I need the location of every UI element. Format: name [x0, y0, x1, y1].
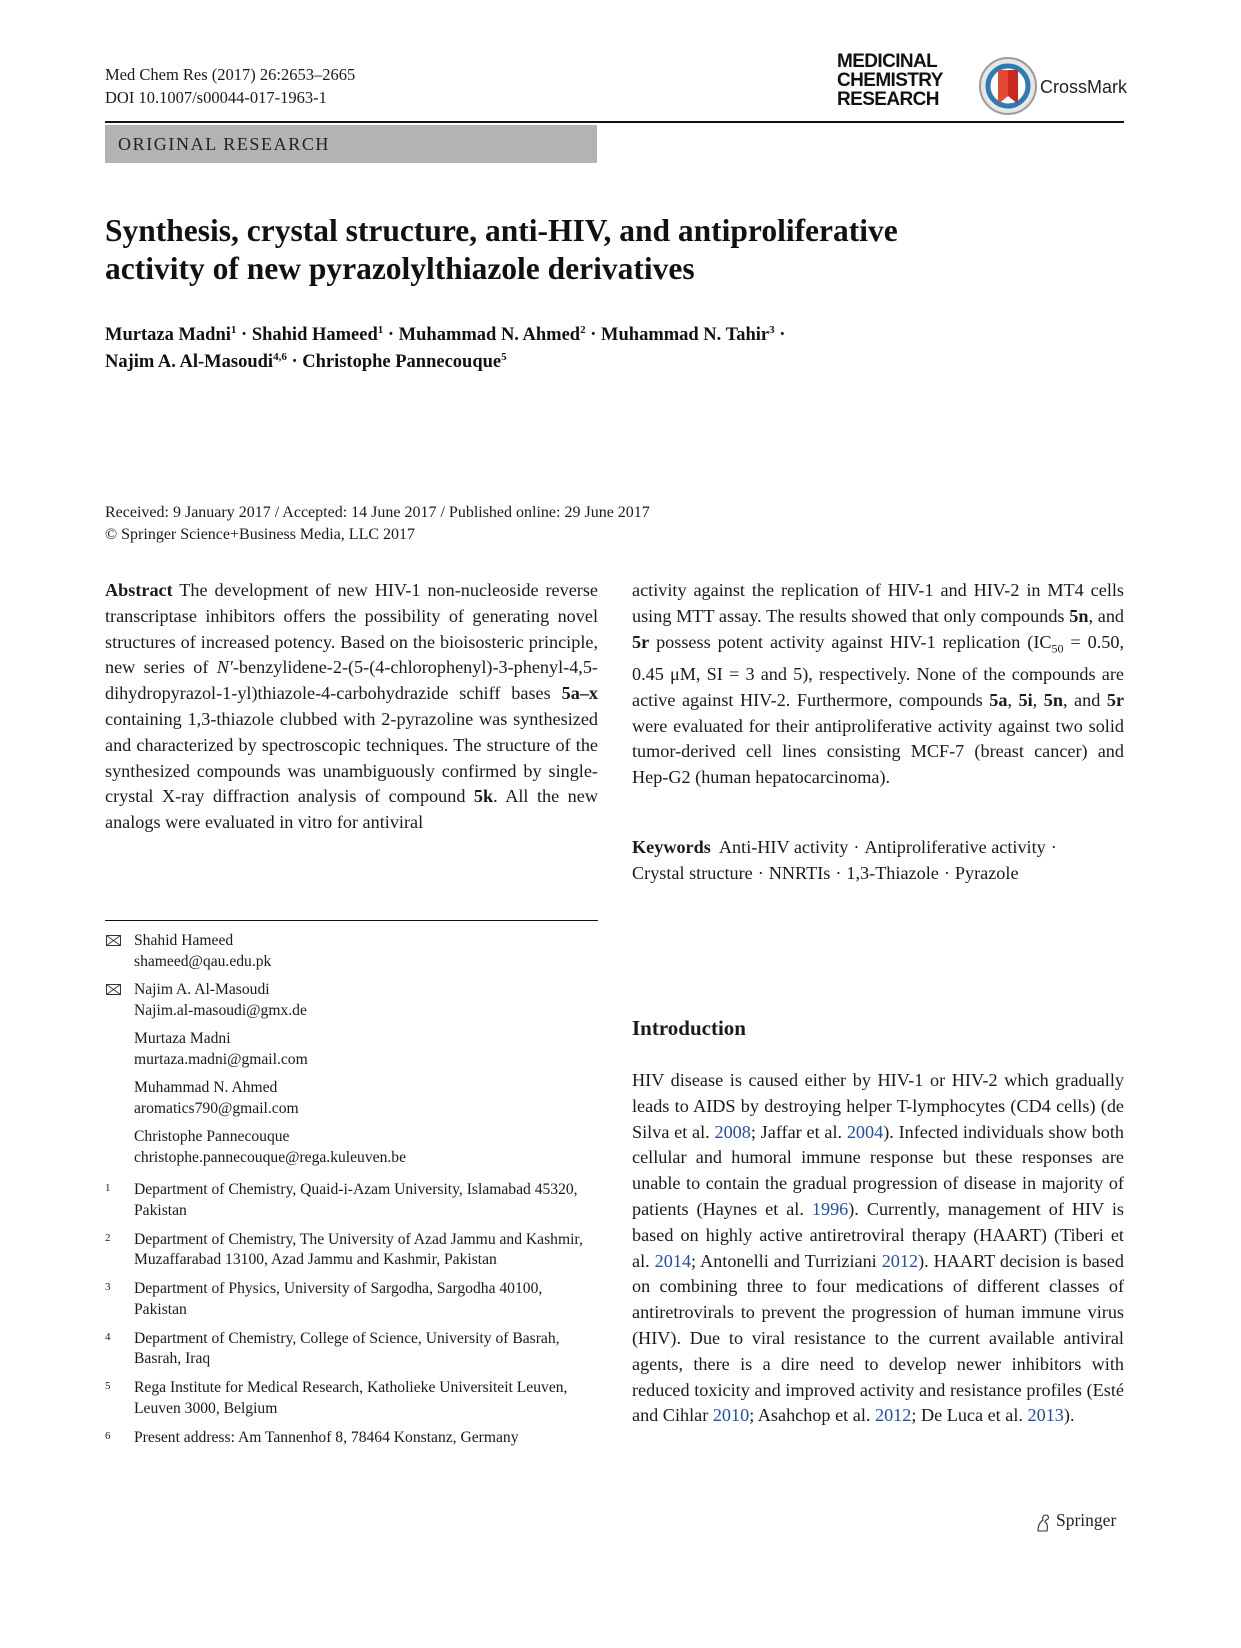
- intro-text: ). HAART decision is based on combining three to four medications of different classes of antiretrovirals to prevent the progression of human immune virus (HIV). Due to viral resistance to the current available antiviral agents, there is a dire need to develop newer inhibitors with reduced toxicity and improved activity and resistance profiles (Esté and Cihlar: [632, 1250, 1124, 1426]
- intro-text: ). Infected individuals show both cellular and humoral immune response but these responses are unable to contain the gradual progression of disease in majority of patients (Haynes et al.: [632, 1121, 1124, 1219]
- affiliation-item: [105, 1428, 598, 1449]
- keyword-separator: ·: [853, 837, 860, 857]
- article-dates: [105, 502, 1105, 546]
- copyright: © Springer Science+Business Media, LLC 2017: [105, 526, 416, 543]
- citation-link[interactable]: 2010: [712, 1405, 750, 1426]
- affiliation-number: 6: [105, 1429, 111, 1442]
- compound-label: 5n: [1043, 689, 1063, 710]
- envelope-icon: [106, 935, 121, 946]
- publisher-name: Springer: [1056, 1510, 1117, 1530]
- logo-line-1: MEDICINAL: [837, 51, 938, 72]
- citation-link[interactable]: 2008: [714, 1121, 751, 1142]
- affiliation-item: [105, 1230, 598, 1271]
- journal-citation: [105, 63, 355, 109]
- affiliation-number: 1: [105, 1182, 111, 1194]
- intro-text: ; De Luca et al.: [911, 1405, 1028, 1426]
- affiliation-item: [105, 1279, 598, 1320]
- abstract-text: activity against the replication of HIV-1 and HIV-2 in MT4 cells using MTT assay. The results showed that only compounds: [632, 580, 1124, 626]
- abstract-text: were evaluated for their antiproliferative activity against two solid tumor-derived cell lines consisting MCF-7 (breast cancer) and Hep-G2 (human hepatocarcinoma).: [632, 715, 1124, 788]
- author-affiliation-marker: 2: [580, 324, 586, 336]
- affiliation-text: Department of Physics, University of Sargodha, Sargodha 40100, Pakistan: [134, 1280, 543, 1318]
- author-affiliation-marker: 1: [230, 324, 237, 336]
- correspondence-name: Christophe Pannecouque: [134, 1128, 290, 1145]
- abstract-text: possess potent activity against HIV-1 replication (IC: [649, 631, 1052, 652]
- correspondence-entry: [105, 1126, 598, 1168]
- abstract-text: containing 1,3-thiazole clubbed with 2-pyrazoline was synthesized and characterized by spectroscopic techniques. The structure of the synthesized compounds was unambiguously confirmed by single-crystal X-ray diffraction analysis of compound: [105, 708, 598, 807]
- keyword-separator: ·: [943, 863, 950, 883]
- correspondence-email[interactable]: murtaza.madni@gmail.com: [134, 1051, 308, 1068]
- author-name[interactable]: Muhammad N. Tahir: [601, 325, 770, 345]
- title-line-1: Synthesis, crystal structure, anti-HIV, and antiproliferative: [105, 213, 898, 248]
- author-separator: ·: [585, 325, 602, 345]
- author-name[interactable]: Murtaza Madni: [105, 325, 231, 345]
- keyword: Pyrazole: [954, 863, 1019, 883]
- correspondence-email[interactable]: aromatics790@gmail.com: [134, 1100, 299, 1117]
- correspondence-entry: [105, 930, 598, 972]
- citation-link[interactable]: 2012: [881, 1250, 919, 1271]
- author-separator: ·: [236, 325, 252, 345]
- footer-publisher: [1056, 1510, 1116, 1531]
- citation-link[interactable]: 1996: [811, 1198, 849, 1219]
- abstract-text: = 0.50, 0.45 μM, SI = 3 and 5), respectively. None of the compounds are active against HIV-2. Furthermore, compounds: [632, 631, 1124, 710]
- author-affiliation-marker: 5: [501, 351, 507, 363]
- author-affiliation-marker: 1: [377, 324, 384, 336]
- author-affiliation-marker: 3: [769, 324, 775, 336]
- intro-text: ; Asahchop et al.: [749, 1405, 875, 1426]
- logo-line-2: CHEMISTRY: [837, 70, 943, 91]
- title-line-2: activity of new pyrazolylthiazole derivatives: [105, 251, 695, 286]
- intro-text: ).: [1063, 1405, 1075, 1426]
- abstract-left: [105, 578, 598, 836]
- crossmark-label[interactable]: CrossMark: [1040, 77, 1128, 97]
- correspondence-name: Muhammad N. Ahmed: [134, 1079, 278, 1096]
- correspondence-entry: [105, 1077, 598, 1119]
- abstract-right: [632, 578, 1124, 791]
- springer-horse-icon: [1035, 1513, 1051, 1533]
- affiliation-number: 3: [105, 1281, 111, 1293]
- header-divider: [105, 121, 1124, 123]
- compound-label: 5r: [1106, 689, 1125, 710]
- abstract-text: -benzylidene-2-(5-(4-chlorophenyl)-3-phenyl-4,5-dihydropyrazol-1-yl)thiazole-4-carbohydrazide schiff bases: [105, 657, 598, 704]
- citation-link[interactable]: 2004: [846, 1121, 884, 1142]
- correspondence-entry: [105, 979, 598, 1021]
- keyword-separator: ·: [757, 863, 764, 883]
- affiliation-text: Department of Chemistry, The University of Azad Jammu and Kashmir, Muzaffarabad 13100, Azad Jammu and Kashmir, Pakistan: [134, 1230, 583, 1268]
- correspondence-email[interactable]: shameed@qau.edu.pk: [134, 953, 272, 970]
- abstract-text: The development of new HIV-1 non-nucleoside reverse transcriptase inhibitors offers the possibility of generating novel structures of increased potency. Based on the bioisosteric principle, new series of: [105, 580, 598, 678]
- affiliation-text: Department of Chemistry, College of Science, University of Basrah, Basrah, Iraq: [134, 1329, 560, 1367]
- affiliation-item: [105, 1180, 598, 1221]
- introduction-paragraph: [632, 1068, 1124, 1429]
- keyword: Antiproliferative activity: [864, 837, 1046, 857]
- abstract-label: Abstract: [105, 580, 173, 600]
- correspondence-name: Najim A. Al-Masoudi: [134, 981, 270, 998]
- correspondence-email[interactable]: christophe.pannecouque@rega.kuleuven.be: [134, 1149, 406, 1166]
- author-list: [105, 322, 1105, 376]
- abstract-n-prime: N′: [216, 657, 233, 678]
- abstract-text: ,: [1032, 689, 1044, 710]
- affiliation-list: [105, 1180, 598, 1457]
- keyword: Crystal structure: [632, 863, 753, 883]
- citation-link[interactable]: 2013: [1027, 1405, 1064, 1426]
- logo-line-3: RESEARCH: [837, 89, 939, 110]
- affiliation-number: 5: [105, 1380, 111, 1392]
- keywords-label: Keywords: [632, 837, 711, 857]
- correspondence-name: Shahid Hameed: [134, 932, 234, 949]
- citation-link[interactable]: 2014: [654, 1250, 692, 1271]
- doi-line[interactable]: DOI 10.1007/s00044-017-1963-1: [105, 88, 327, 107]
- keyword: 1,3-Thiazole: [846, 863, 939, 883]
- article-type-banner: ORIGINAL RESEARCH: [105, 125, 597, 163]
- envelope-icon: [106, 984, 121, 995]
- keyword-separator: ·: [835, 863, 842, 883]
- section-heading-introduction: Introduction: [632, 1016, 746, 1040]
- keyword: NNRTIs: [768, 863, 831, 883]
- author-name[interactable]: Muhammad N. Ahmed: [398, 325, 581, 345]
- correspondence-list: [105, 930, 598, 1175]
- author-name[interactable]: Christophe Pannecouque: [302, 352, 502, 372]
- abstract-text: , and: [1062, 689, 1107, 710]
- compound-label: 5i: [1018, 689, 1033, 710]
- abstract-text: , and: [1088, 605, 1125, 626]
- affiliation-item: [105, 1329, 598, 1370]
- correspondence-email[interactable]: Najim.al-masoudi@gmx.de: [134, 1002, 307, 1019]
- article-title: [105, 212, 1105, 288]
- author-separator: ·: [383, 325, 399, 345]
- abstract-text: . All the new analogs were evaluated in vitro for antiviral: [105, 786, 598, 833]
- affiliation-number: 2: [105, 1231, 111, 1244]
- author-separator: ·: [774, 325, 786, 345]
- intro-text: HIV disease is caused either by HIV-1 or HIV-2 which gradually leads to AIDS by destroying helper T-lymphocytes (CD4 cells) (de Silva et al.: [632, 1070, 1124, 1142]
- affiliation-text: Rega Institute for Medical Research, Katholieke Universiteit Leuven, Leuven 3000, Belgium: [134, 1379, 568, 1417]
- abstract-text: ,: [1007, 689, 1019, 710]
- history-dates: Received: 9 January 2017 / Accepted: 14 June 2017 / Published online: 29 June 2017: [105, 504, 650, 521]
- intro-text: ; Jaffar et al.: [750, 1121, 847, 1142]
- ic50-subscript: 50: [1051, 641, 1064, 656]
- correspondence-entry: [105, 1028, 598, 1070]
- intro-text: ; Antonelli and Turriziani: [691, 1250, 882, 1271]
- compound-label: 5a: [989, 689, 1008, 710]
- affiliation-text: Present address: Am Tannenhof 8, 78464 Konstanz, Germany: [134, 1428, 519, 1446]
- compound-label: 5a–x: [561, 683, 598, 704]
- author-name[interactable]: Shahid Hameed: [251, 325, 378, 345]
- affiliation-text: Department of Chemistry, Quaid-i-Azam University, Islamabad 45320, Pakistan: [134, 1181, 578, 1219]
- crossmark-icon[interactable]: [978, 56, 1038, 116]
- keyword-separator: ·: [1050, 837, 1057, 857]
- compound-label: 5k: [473, 786, 494, 807]
- footnote-divider: [105, 920, 598, 921]
- author-name[interactable]: Najim A. Al-Masoudi: [105, 352, 274, 372]
- citation-link[interactable]: 2012: [874, 1405, 912, 1426]
- keywords: [632, 834, 1124, 886]
- keyword: Anti-HIV activity: [718, 837, 849, 857]
- journal-line: Med Chem Res (2017) 26:2653–2665: [105, 65, 356, 84]
- author-affiliation-marker: 4,6: [273, 351, 287, 363]
- compound-label: 5n: [1069, 605, 1089, 626]
- journal-logo: [837, 52, 965, 109]
- compound-label: 5r: [632, 631, 650, 652]
- affiliation-number: 4: [105, 1330, 111, 1343]
- author-separator: ·: [286, 352, 303, 372]
- correspondence-name: Murtaza Madni: [134, 1030, 231, 1047]
- intro-text: ). Currently, management of HIV is based on highly active antiretroviral therapy (HAART) (Tiberi et al.: [632, 1198, 1124, 1271]
- affiliation-item: [105, 1378, 598, 1419]
